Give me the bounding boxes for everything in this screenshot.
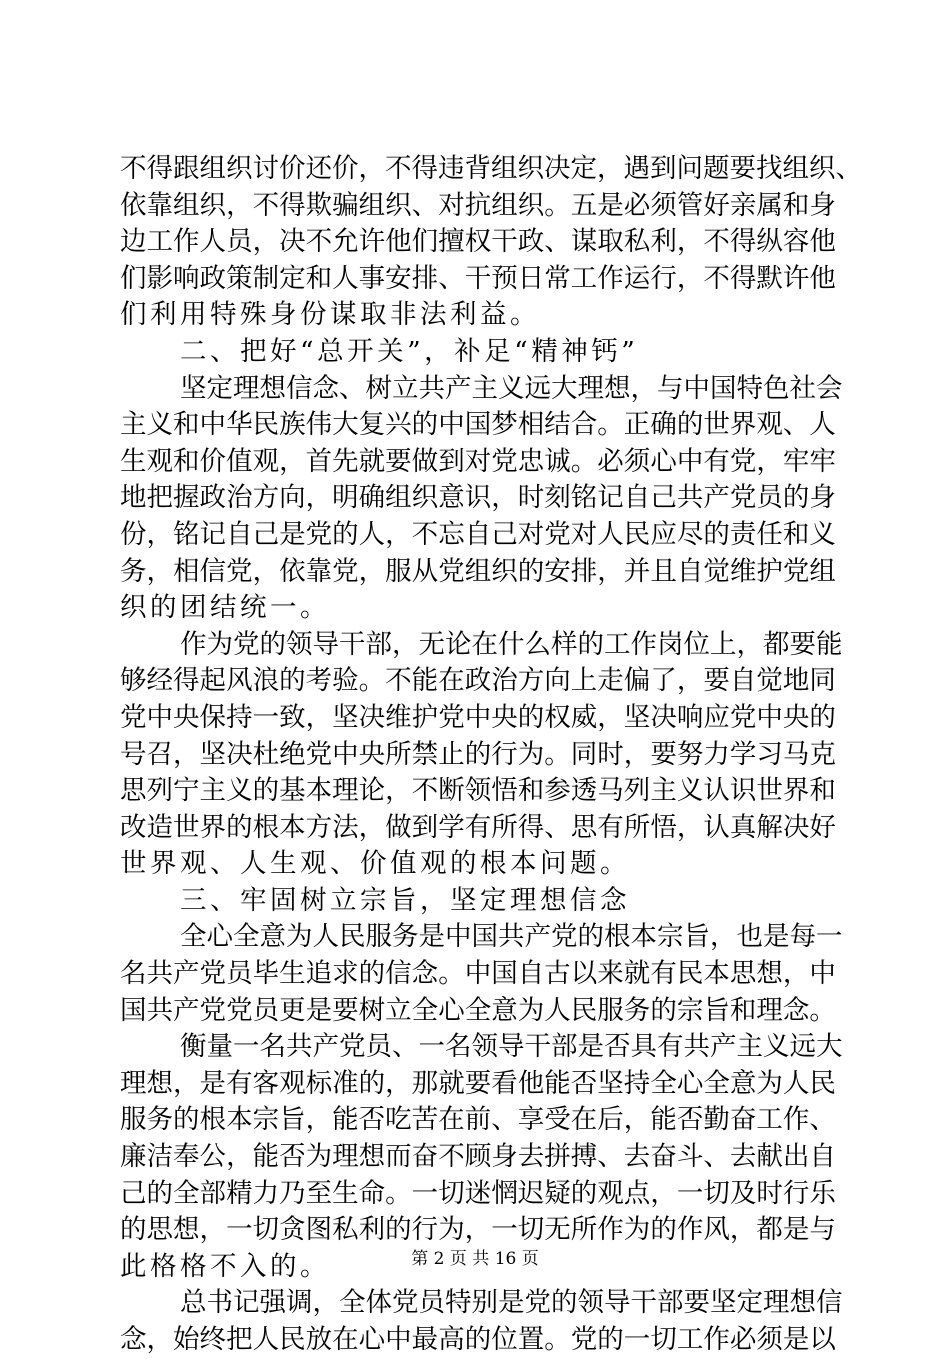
text-line: 党 中 央 保 持 一 致 ， 坚 决 维 护 党 中 央 的 权 威 ， 坚 决 响 应 党 中 央 的: [120, 701, 836, 733]
text-line: 不 得 跟 组 织 讨 价 还 价 ， 不 得 违 背 组 织 决 定 ， 遇 到 问 题 要 找 组 织 、: [120, 153, 862, 184]
text-line: 边 工 作 人 员 ， 决 不 允 许 他 们 擅 权 干 政 、 谋 取 私 利 ， 不 得 纵 容 他: [120, 226, 836, 258]
text-line: 主 义 和 中 华 民 族 伟 大 复 兴 的 中 国 梦 相 结 合 。 正 确 的 世 界 观 、 人: [120, 409, 836, 441]
text-line: 生 观 和 价 值 观 ， 首 先 就 要 做 到 对 党 忠 诚 。 必 须 心 中 有 党 ， 牢 牢: [120, 445, 836, 477]
text-line: 依 靠 组 织 ， 不 得 欺 骗 组 织 、 对 抗 组 织 。 五 是 必 须 管 好 亲 属 和 身: [120, 189, 836, 221]
page-number-footer: 第 2 页 共 16 页: [411, 1249, 539, 1269]
text-line: 总 书 记 强 调 ， 全 体 党 员 特 别 是 党 的 领 导 干 部 要 坚 定 理 想 信: [180, 1287, 843, 1319]
section-heading: 二 、 把 好 “ 总 开 关 ” ， 补 足 “ 精 神 钙 ”: [180, 335, 635, 367]
text-line: 念 ， 始 终 把 人 民 放 在 心 中 最 高 的 位 置 。 党 的 一 切 工 作 必 须 是 以: [120, 1324, 836, 1355]
text-line: 份 ， 铭 记 自 己 是 党 的 人 ， 不 忘 自 己 对 党 对 人 民 应 尽 的 责 任 和 义: [120, 518, 836, 550]
text-line: 国 共 产 党 党 员 更 是 要 树 立 全 心 全 意 为 人 民 服 务 的 宗 旨 和 理 念 。: [120, 994, 836, 1026]
text-line: 衡 量 一 名 共 产 党 员 、 一 名 领 导 干 部 是 否 具 有 共 产 主 义 远 大: [180, 1031, 843, 1063]
text-line: 此 格 格 不 入 的 。: [120, 1250, 327, 1282]
text-line: 务 ， 相 信 党 ， 依 靠 党 ， 服 从 党 组 织 的 安 排 ， 并 且 自 觉 维 护 党 组: [120, 555, 836, 587]
text-line: 的 思 想 ， 一 切 贪 图 私 利 的 行 为 ， 一 切 无 所 作 为 的 作 风 ， 都 是 与: [120, 1214, 836, 1246]
text-line: 理 想 ， 是 有 客 观 标 准 的 ， 那 就 要 看 他 能 否 坚 持 全 心 全 意 为 人 民: [120, 1067, 836, 1099]
text-line: 地 把 握 政 治 方 向 ， 明 确 组 织 意 识 ， 时 刻 铭 记 自 己 共 产 党 员 的 身: [120, 482, 836, 514]
text-line: 名 共 产 党 员 毕 生 追 求 的 信 念 。 中 国 自 古 以 来 就 有 民 本 思 想 ， 中: [120, 958, 836, 990]
text-line: 们 影 响 政 策 制 定 和 人 事 安 排 、 干 预 日 常 工 作 运 行 ， 不 得 默 许 他: [120, 262, 836, 294]
text-line: 作 为 党 的 领 导 干 部 ， 无 论 在 什 么 样 的 工 作 岗 位 上 ， 都 要 能: [180, 628, 843, 660]
text-line: 己 的 全 部 精 力 乃 至 生 命 。 一 切 迷 惘 迟 疑 的 观 点 ， 一 切 及 时 行 乐: [120, 1177, 836, 1209]
text-line: 思 列 宁 主 义 的 基 本 理 论 ， 不 断 领 悟 和 参 透 马 列 主 义 认 识 世 界 和: [120, 775, 836, 807]
text-line: 世 界 观 、 人 生 观 、 价 值 观 的 根 本 问 题 。: [120, 848, 627, 880]
text-line: 织 的 团 结 统 一 。: [120, 592, 327, 624]
text-line: 廉 洁 奉 公 ， 能 否 为 理 想 而 奋 不 顾 身 去 拼 搏 、 去 奋 斗 、 去 献 出 自: [120, 1141, 836, 1173]
text-line: 们 利 用 特 殊 身 份 谋 取 非 法 利 益 。: [120, 299, 537, 331]
text-line: 改 造 世 界 的 根 本 方 法 ， 做 到 学 有 所 得 、 思 有 所 悟 ， 认 真 解 决 好: [120, 811, 836, 843]
text-line: 服 务 的 根 本 宗 旨 ， 能 否 吃 苦 在 前 、 享 受 在 后 ， 能 否 勤 奋 工 作 、: [120, 1104, 836, 1136]
section-heading: 三 、 牢 固 树 立 宗 旨 ， 坚 定 理 想 信 念: [180, 884, 627, 916]
document-body: [120, 151, 862, 1359]
text-line: 坚 定 理 想 信 念 、 树 立 共 产 主 义 远 大 理 想 ， 与 中 国 特 色 社 会: [180, 372, 843, 404]
text-line: 全 心 全 意 为 人 民 服 务 是 中 国 共 产 党 的 根 本 宗 旨 ， 也 是 每 一: [180, 921, 843, 953]
text-line: 够 经 得 起 风 浪 的 考 验 。 不 能 在 政 治 方 向 上 走 偏 了 ， 要 自 觉 地 同: [120, 665, 836, 697]
text-line: 号 召 ， 坚 决 杜 绝 党 中 央 所 禁 止 的 行 为 。 同 时 ， 要 努 力 学 习 马 克: [120, 738, 836, 770]
